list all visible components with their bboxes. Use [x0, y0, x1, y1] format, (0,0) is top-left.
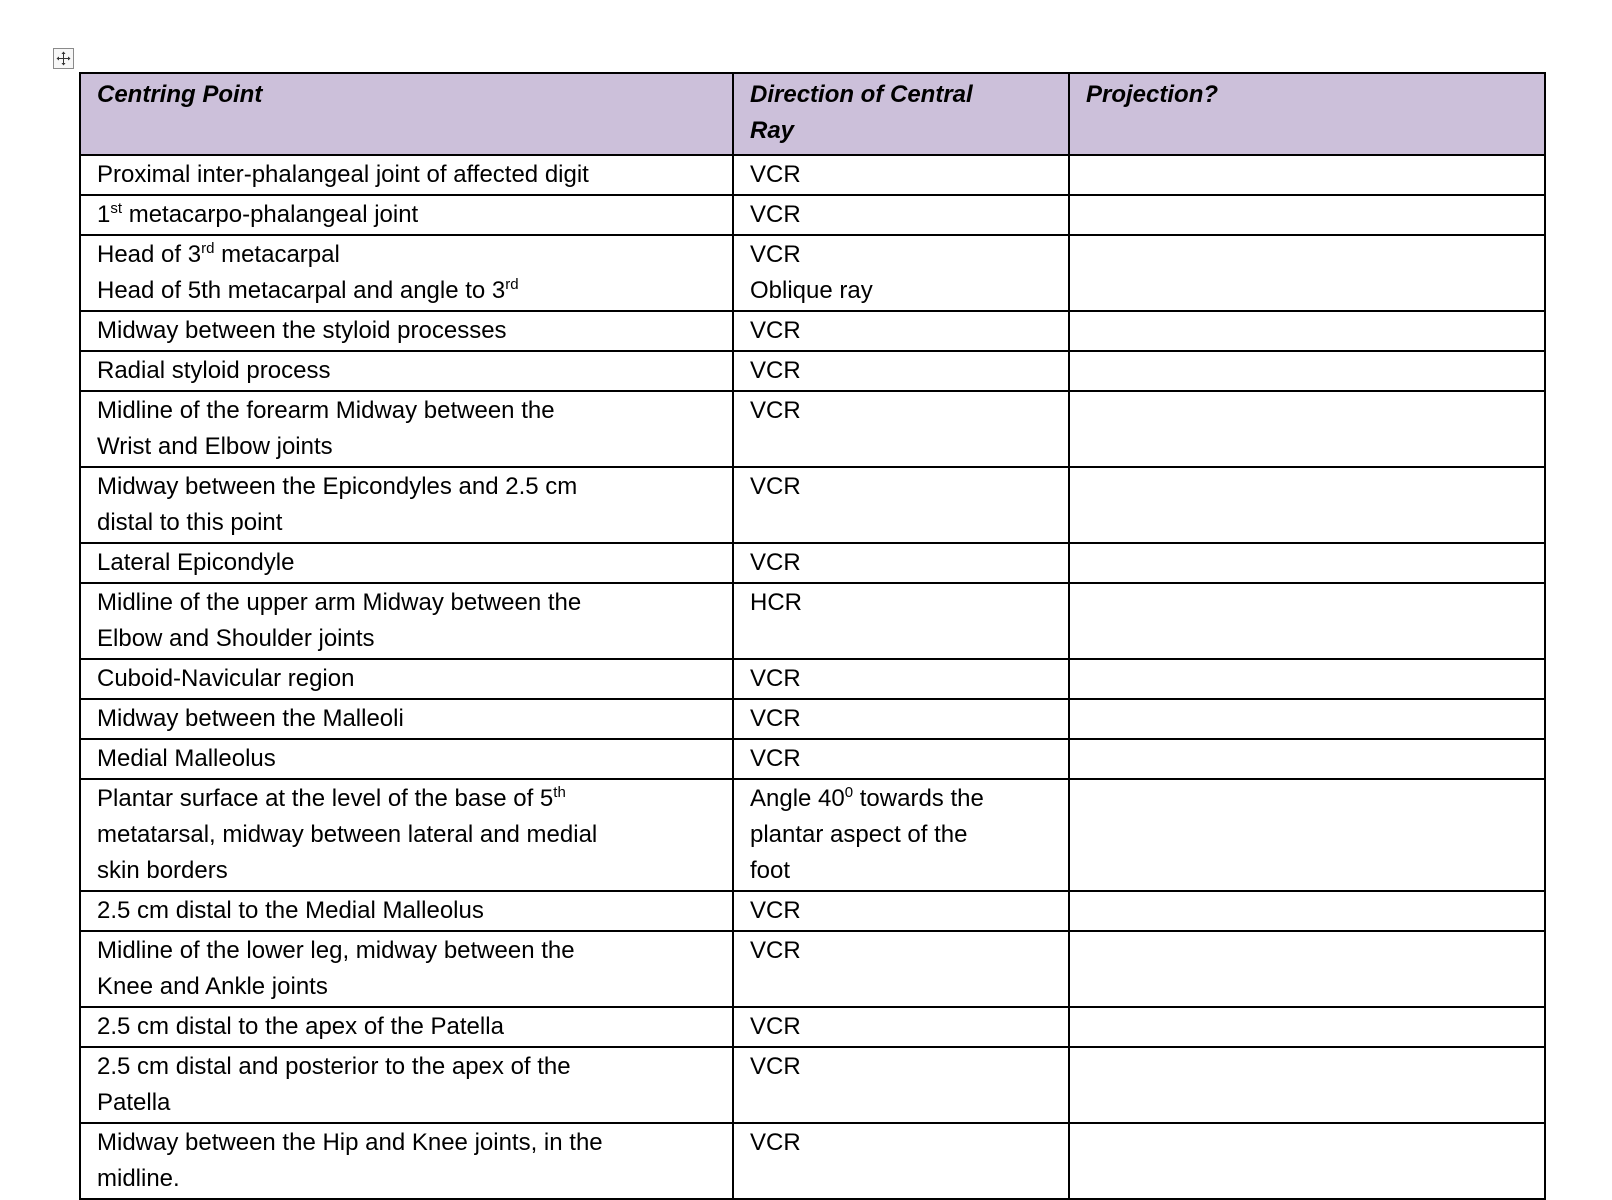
header-centring-point — [80, 73, 733, 155]
cell-text: Angle 40 — [750, 785, 845, 812]
cell-text: Midline of the lower leg, midway between the — [97, 937, 575, 964]
cell-line — [97, 817, 716, 853]
direction-cell — [733, 1007, 1069, 1047]
cell-text: VCR — [750, 161, 801, 188]
centring-point-cell — [80, 467, 733, 543]
cell-line — [97, 1049, 716, 1085]
table-row — [80, 311, 1545, 351]
table-row — [80, 195, 1545, 235]
cell-line — [97, 429, 716, 465]
cell-text: VCR — [750, 201, 801, 228]
direction-cell — [733, 155, 1069, 195]
cell-text: metacarpo-phalangeal joint — [122, 201, 419, 228]
cell-line — [97, 157, 716, 193]
centring-point-cell — [80, 739, 733, 779]
cell-line — [97, 661, 716, 697]
centring-point-cell — [80, 391, 733, 467]
projection-cell[interactable] — [1069, 543, 1545, 583]
cell-line — [750, 237, 1052, 273]
cell-line — [750, 353, 1052, 389]
direction-cell — [733, 543, 1069, 583]
centring-point-cell — [80, 155, 733, 195]
cell-line — [750, 157, 1052, 193]
superscript: rd — [505, 276, 519, 293]
cell-text: 2.5 cm distal and posterior to the apex of the — [97, 1053, 571, 1080]
direction-cell — [733, 1047, 1069, 1123]
cell-line — [750, 469, 1052, 505]
cell-text: Wrist and Elbow joints — [97, 433, 333, 460]
centring-point-cell — [80, 779, 733, 891]
cell-text: VCR — [750, 665, 801, 692]
projection-cell[interactable] — [1069, 467, 1545, 543]
cell-line — [750, 313, 1052, 349]
cell-text: midline. — [97, 1165, 180, 1192]
cell-text: VCR — [750, 1053, 801, 1080]
direction-cell — [733, 891, 1069, 931]
cell-text: Head of 3 — [97, 241, 202, 268]
cell-text: 1 — [97, 201, 111, 228]
projection-cell[interactable] — [1069, 195, 1545, 235]
cell-line — [97, 273, 716, 309]
cell-text: VCR — [750, 241, 801, 268]
cell-line — [97, 545, 716, 581]
cell-text: VCR — [750, 549, 801, 576]
header-projection — [1069, 73, 1545, 155]
cell-line — [750, 853, 1052, 889]
superscript: 0 — [844, 784, 854, 801]
move-arrows-icon — [56, 51, 71, 66]
centring-point-cell — [80, 1007, 733, 1047]
cell-line — [750, 197, 1052, 233]
cell-line — [97, 313, 716, 349]
direction-cell — [733, 351, 1069, 391]
centring-point-cell — [80, 235, 733, 311]
centring-point-cell — [80, 659, 733, 699]
centring-point-cell — [80, 195, 733, 235]
cell-line — [97, 505, 716, 541]
direction-cell — [733, 699, 1069, 739]
cell-line — [750, 933, 1052, 969]
table-row — [80, 1123, 1545, 1199]
table-row — [80, 467, 1545, 543]
cell-text: VCR — [750, 705, 801, 732]
cell-line — [97, 237, 716, 273]
projection-cell[interactable] — [1069, 311, 1545, 351]
direction-cell — [733, 779, 1069, 891]
table-row — [80, 891, 1545, 931]
table-row — [80, 931, 1545, 1007]
superscript: st — [110, 200, 123, 217]
cell-line — [750, 661, 1052, 697]
cell-text: Proximal inter-phalangeal joint of affected digit — [97, 161, 589, 188]
centring-point-cell — [80, 699, 733, 739]
cell-line — [750, 1009, 1052, 1045]
direction-cell — [733, 195, 1069, 235]
table-row — [80, 351, 1545, 391]
cell-line — [1086, 77, 1528, 113]
centring-point-cell — [80, 931, 733, 1007]
cell-line — [97, 585, 716, 621]
centring-point-cell — [80, 351, 733, 391]
superscript: th — [553, 784, 566, 801]
centring-point-cell — [80, 891, 733, 931]
direction-cell — [733, 739, 1069, 779]
cell-line — [750, 701, 1052, 737]
cell-line — [750, 273, 1052, 309]
cell-line — [750, 1049, 1052, 1085]
cell-text: Midway between the Hip and Knee joints, in the — [97, 1129, 603, 1156]
cell-line — [97, 393, 716, 429]
table-row — [80, 391, 1545, 467]
table-row — [80, 583, 1545, 659]
cell-line — [97, 781, 716, 817]
cell-line — [97, 469, 716, 505]
direction-cell — [733, 659, 1069, 699]
cell-text: towards the — [853, 785, 984, 812]
cell-text: metatarsal, midway between lateral and medial — [97, 821, 598, 848]
cell-line — [750, 113, 1052, 149]
cell-line — [750, 781, 1052, 817]
projection-cell[interactable] — [1069, 235, 1545, 311]
projection-cell[interactable] — [1069, 739, 1545, 779]
cell-text: distal to this point — [97, 509, 283, 536]
centring-point-cell — [80, 311, 733, 351]
table-move-handle[interactable] — [53, 48, 74, 69]
cell-line — [750, 1125, 1052, 1161]
projection-cell[interactable] — [1069, 351, 1545, 391]
centring-point-table — [79, 72, 1546, 1200]
cell-text: plantar aspect of the — [750, 821, 968, 848]
centring-point-cell — [80, 1123, 733, 1199]
centring-point-cell — [80, 1047, 733, 1123]
projection-cell[interactable] — [1069, 1007, 1545, 1047]
cell-text: foot — [750, 857, 791, 884]
table-row — [80, 155, 1545, 195]
projection-cell[interactable] — [1069, 155, 1545, 195]
cell-text: VCR — [750, 473, 801, 500]
header-row — [80, 73, 1545, 155]
projection-cell[interactable] — [1069, 779, 1545, 891]
cell-text: VCR — [750, 745, 801, 772]
cell-line — [750, 585, 1052, 621]
cell-text: Midway between the styloid processes — [97, 317, 507, 344]
cell-text: Midline of the forearm Midway between the — [97, 397, 555, 424]
cell-text: Cuboid-Navicular region — [97, 665, 355, 692]
cell-text: VCR — [750, 317, 801, 344]
centring-point-cell — [80, 543, 733, 583]
cell-text: VCR — [750, 937, 801, 964]
cell-text: Midway between the Malleoli — [97, 705, 404, 732]
cell-line — [97, 893, 716, 929]
cell-text: Medial Malleolus — [97, 745, 276, 772]
table-row — [80, 779, 1545, 891]
cell-line — [750, 817, 1052, 853]
cell-text: Patella — [97, 1089, 171, 1116]
table-row — [80, 699, 1545, 739]
cell-text: Knee and Ankle joints — [97, 973, 328, 1000]
table-row — [80, 659, 1545, 699]
cell-line — [750, 893, 1052, 929]
cell-line — [97, 197, 716, 233]
projection-cell[interactable] — [1069, 583, 1545, 659]
cell-text: Head of 5th metacarpal and angle to 3 — [97, 277, 506, 304]
cell-text: Midway between the Epicondyles and 2.5 cm — [97, 473, 578, 500]
cell-text: VCR — [750, 397, 801, 424]
cell-text: metacarpal — [214, 241, 340, 268]
table-row — [80, 739, 1545, 779]
direction-cell — [733, 583, 1069, 659]
cell-line — [97, 701, 716, 737]
cell-text: Projection? — [1086, 81, 1219, 108]
cell-line — [97, 933, 716, 969]
cell-line — [97, 1009, 716, 1045]
cell-line — [97, 1125, 716, 1161]
cell-line — [750, 741, 1052, 777]
cell-text: Direction of Central — [750, 81, 973, 108]
cell-text: Elbow and Shoulder joints — [97, 625, 375, 652]
cell-text: Centring Point — [97, 81, 263, 108]
table-row — [80, 543, 1545, 583]
cell-text: Plantar surface at the level of the base of 5 — [97, 785, 554, 812]
cell-line — [750, 77, 1052, 113]
cell-text: skin borders — [97, 857, 228, 884]
cell-text: Radial styloid process — [97, 357, 331, 384]
table-row — [80, 1007, 1545, 1047]
cell-text: Ray — [750, 117, 795, 144]
cell-line — [97, 77, 716, 113]
direction-cell — [733, 391, 1069, 467]
cell-text: HCR — [750, 589, 802, 616]
header-direction-of-central-ray — [733, 73, 1069, 155]
direction-cell — [733, 467, 1069, 543]
table-row — [80, 235, 1545, 311]
centring-point-cell — [80, 583, 733, 659]
projection-cell[interactable] — [1069, 931, 1545, 1007]
direction-cell — [733, 931, 1069, 1007]
table-row — [80, 1047, 1545, 1123]
cell-text: VCR — [750, 1013, 801, 1040]
cell-line — [750, 393, 1052, 429]
cell-line — [97, 853, 716, 889]
direction-cell — [733, 1123, 1069, 1199]
cell-text: 2.5 cm distal to the apex of the Patella — [97, 1013, 504, 1040]
cell-line — [97, 353, 716, 389]
projection-cell[interactable] — [1069, 659, 1545, 699]
cell-text: Midline of the upper arm Midway between the — [97, 589, 582, 616]
cell-text: VCR — [750, 357, 801, 384]
cell-line — [97, 1085, 716, 1121]
projection-cell[interactable] — [1069, 391, 1545, 467]
cell-line — [97, 741, 716, 777]
cell-line — [97, 1161, 716, 1197]
cell-line — [750, 545, 1052, 581]
cell-text: VCR — [750, 1129, 801, 1156]
cell-text: Lateral Epicondyle — [97, 549, 295, 576]
cell-text: 2.5 cm distal to the Medial Malleolus — [97, 897, 484, 924]
cell-text: VCR — [750, 897, 801, 924]
projection-cell[interactable] — [1069, 1123, 1545, 1199]
projection-cell[interactable] — [1069, 1047, 1545, 1123]
projection-cell[interactable] — [1069, 699, 1545, 739]
cell-line — [97, 969, 716, 1005]
superscript: rd — [201, 240, 215, 257]
projection-cell[interactable] — [1069, 891, 1545, 931]
direction-cell — [733, 235, 1069, 311]
direction-cell — [733, 311, 1069, 351]
cell-line — [97, 621, 716, 657]
cell-text: Oblique ray — [750, 277, 873, 304]
